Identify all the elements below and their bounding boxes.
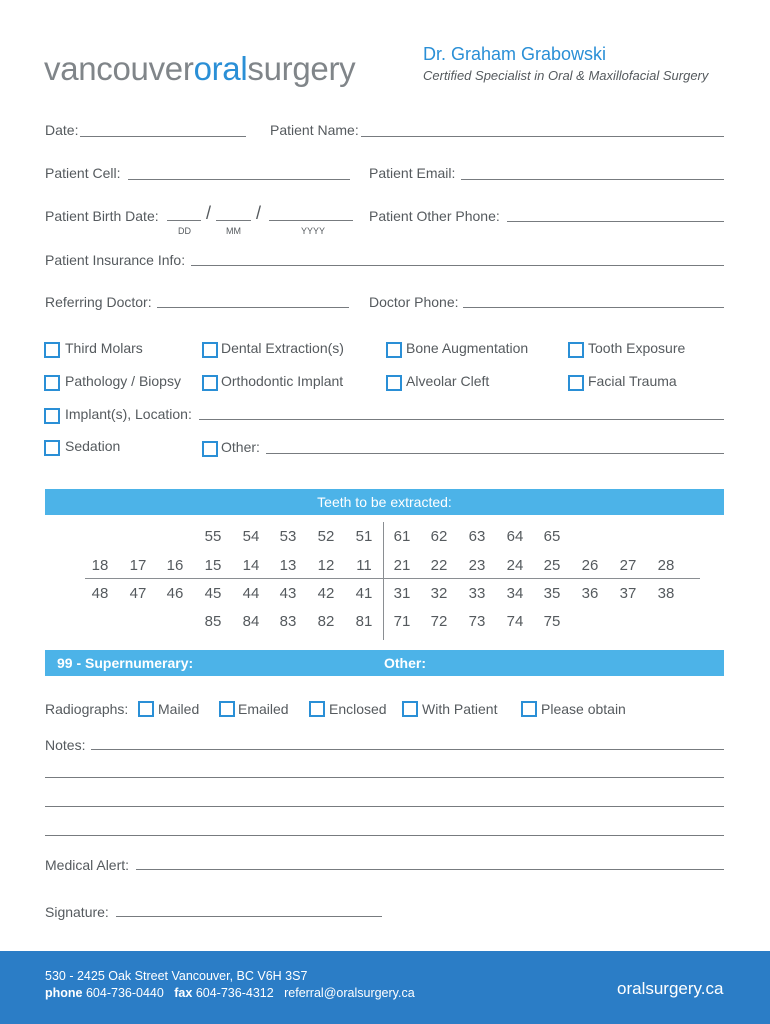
patient-cell-field[interactable] [128,179,350,180]
patient-birth-date-label: Patient Birth Date: [45,208,159,224]
email-link[interactable]: referral@oralsurgery.ca [284,986,415,1000]
bone-augmentation-checkbox[interactable] [386,342,402,358]
other-procedure-field[interactable] [266,453,724,454]
please-obtain-label: Please obtain [541,701,626,717]
tooth-37[interactable]: 37 [619,585,637,602]
emailed-label: Emailed [238,701,289,717]
enclosed-checkbox[interactable] [309,701,325,717]
facial-trauma-label: Facial Trauma [588,373,677,389]
alveolar-cleft-label: Alveolar Cleft [406,373,490,389]
fax-number: 604-736-4312 [195,986,274,1000]
signature-field[interactable] [116,916,382,917]
tooth-83[interactable]: 83 [279,613,297,630]
alveolar-cleft-checkbox[interactable] [386,375,402,391]
supernumerary-label[interactable]: 99 - Supernumerary: [57,655,194,671]
patient-insurance-label: Patient Insurance Info: [45,252,186,268]
tooth-38[interactable]: 38 [657,585,675,602]
tooth-53[interactable]: 53 [279,528,297,545]
tooth-36[interactable]: 36 [581,585,599,602]
tooth-23[interactable]: 23 [468,557,486,574]
teeth-section-header [45,489,724,515]
birth-year-field[interactable] [269,220,353,221]
tooth-43[interactable]: 43 [279,585,297,602]
implants-checkbox[interactable] [44,408,60,424]
medical-alert-label: Medical Alert: [45,857,130,873]
tooth-82[interactable]: 82 [317,613,335,630]
radiographs-label: Radiographs: [45,701,129,717]
teeth-vertical-divider [383,522,384,640]
facial-trauma-checkbox[interactable] [568,375,584,391]
tooth-85[interactable]: 85 [204,613,222,630]
tooth-18[interactable]: 18 [91,557,109,574]
pathology-biopsy-checkbox[interactable] [44,375,60,391]
patient-other-phone-label: Patient Other Phone: [369,208,500,224]
tooth-51[interactable]: 51 [355,528,373,545]
tooth-27[interactable]: 27 [619,557,637,574]
birth-month-field[interactable] [216,220,251,221]
phone-label: phone [45,986,83,1000]
tooth-71[interactable]: 71 [393,613,411,630]
tooth-81[interactable]: 81 [355,613,373,630]
tooth-45[interactable]: 45 [204,585,222,602]
supernumerary-other-label[interactable]: Other: [384,655,426,671]
date-field[interactable] [80,136,246,137]
dental-extraction-label: Dental Extraction(s) [221,340,344,356]
footer [0,951,770,1024]
bone-augmentation-label: Bone Augmentation [406,340,529,356]
doctor-phone-label: Doctor Phone: [369,294,459,310]
dental-extraction-checkbox[interactable] [202,342,218,358]
fax-label: fax [174,986,193,1000]
tooth-75[interactable]: 75 [543,613,561,630]
orthodontic-implant-checkbox[interactable] [202,375,218,391]
yyyy-hint: YYYY [301,226,326,236]
tooth-17[interactable]: 17 [129,557,147,574]
patient-name-label: Patient Name: [270,122,359,138]
notes-line-2[interactable] [45,777,724,778]
tooth-24[interactable]: 24 [506,557,524,574]
tooth-15[interactable]: 15 [204,557,222,574]
logo-text-oral: oral [193,50,248,87]
with-patient-checkbox[interactable] [402,701,418,717]
emailed-checkbox[interactable] [219,701,235,717]
mailed-checkbox[interactable] [138,701,154,717]
tooth-46[interactable]: 46 [166,585,184,602]
tooth-28[interactable]: 28 [657,557,675,574]
with-patient-label: With Patient [422,701,498,717]
date-separator: / [256,203,262,223]
birth-day-field[interactable] [167,220,201,221]
tooth-44[interactable]: 44 [242,585,260,602]
tooth-52[interactable]: 52 [317,528,335,545]
tooth-54[interactable]: 54 [242,528,260,545]
tooth-48[interactable]: 48 [91,585,109,602]
tooth-63[interactable]: 63 [468,528,486,545]
patient-cell-label: Patient Cell: [45,165,121,181]
other-procedure-label: Other: [221,439,260,455]
tooth-26[interactable]: 26 [581,557,599,574]
footer-contact [45,986,415,1000]
logo-text-vancouver: vancouver [44,50,194,87]
tooth-25[interactable]: 25 [543,557,561,574]
dd-hint: DD [178,226,191,236]
mm-hint: MM [226,226,241,236]
tooth-12[interactable]: 12 [317,557,335,574]
tooth-exposure-checkbox[interactable] [568,342,584,358]
tooth-31[interactable]: 31 [393,585,411,602]
date-label: Date: [45,122,79,138]
mailed-label: Mailed [158,701,200,717]
signature-label: Signature: [45,904,109,920]
doctor-name: Dr. Graham Grabowski [423,44,607,64]
tooth-33[interactable]: 33 [468,585,486,602]
tooth-16[interactable]: 16 [166,557,184,574]
notes-line-3[interactable] [45,806,724,807]
patient-name-field[interactable] [361,136,724,137]
logo-text-surgery: surgery [247,50,356,87]
implants-location-field[interactable] [199,419,724,420]
sedation-label: Sedation [65,438,121,454]
medical-alert-field[interactable] [136,869,724,870]
tooth-34[interactable]: 34 [506,585,524,602]
teeth-horizontal-divider [85,578,700,579]
tooth-42[interactable]: 42 [317,585,335,602]
doctor-phone-field[interactable] [463,307,724,308]
tooth-47[interactable]: 47 [129,585,147,602]
tooth-22[interactable]: 22 [430,557,448,574]
tooth-55[interactable]: 55 [204,528,222,545]
tooth-72[interactable]: 72 [430,613,448,630]
patient-email-field[interactable] [461,179,724,180]
doctor-title: Certified Specialist in Oral & Maxillofacial Surgery [423,68,709,83]
patient-insurance-field[interactable] [191,265,724,266]
sedation-checkbox[interactable] [44,440,60,456]
tooth-14[interactable]: 14 [242,557,260,574]
notes-label: Notes: [45,737,86,753]
implants-location-label: Implant(s), Location: [65,406,192,422]
tooth-35[interactable]: 35 [543,585,561,602]
teeth-section-title: Teeth to be extracted: [317,494,452,510]
tooth-65[interactable]: 65 [543,528,561,545]
tooth-21[interactable]: 21 [393,557,411,574]
patient-email-label: Patient Email: [369,165,456,181]
patient-other-phone-field[interactable] [507,221,724,222]
footer-address: 530 - 2425 Oak Street Vancouver, BC V6H 3S7 [45,969,308,983]
website-link[interactable]: oralsurgery.ca [617,979,724,998]
please-obtain-checkbox[interactable] [521,701,537,717]
enclosed-label: Enclosed [329,701,387,717]
logo [44,50,355,88]
other-procedure-checkbox[interactable] [202,441,218,457]
pathology-biopsy-label: Pathology / Biopsy [65,373,181,389]
tooth-64[interactable]: 64 [506,528,524,545]
referring-doctor-field[interactable] [157,307,349,308]
date-separator: / [206,203,212,223]
tooth-73[interactable]: 73 [468,613,486,630]
referring-doctor-label: Referring Doctor: [45,294,152,310]
tooth-61[interactable]: 61 [393,528,411,545]
third-molars-label: Third Molars [65,340,143,356]
tooth-41[interactable]: 41 [355,585,373,602]
tooth-11[interactable]: 11 [356,557,372,574]
notes-line-1[interactable] [91,749,724,750]
tooth-84[interactable]: 84 [242,613,260,630]
tooth-32[interactable]: 32 [430,585,448,602]
tooth-74[interactable]: 74 [506,613,524,630]
notes-line-4[interactable] [45,835,724,836]
orthodontic-implant-label: Orthodontic Implant [221,373,344,389]
third-molars-checkbox[interactable] [44,342,60,358]
supernumerary-bar [45,650,724,676]
tooth-62[interactable]: 62 [430,528,448,545]
tooth-exposure-label: Tooth Exposure [588,340,686,356]
phone-number: 604-736-0440 [85,986,164,1000]
tooth-13[interactable]: 13 [279,557,297,574]
